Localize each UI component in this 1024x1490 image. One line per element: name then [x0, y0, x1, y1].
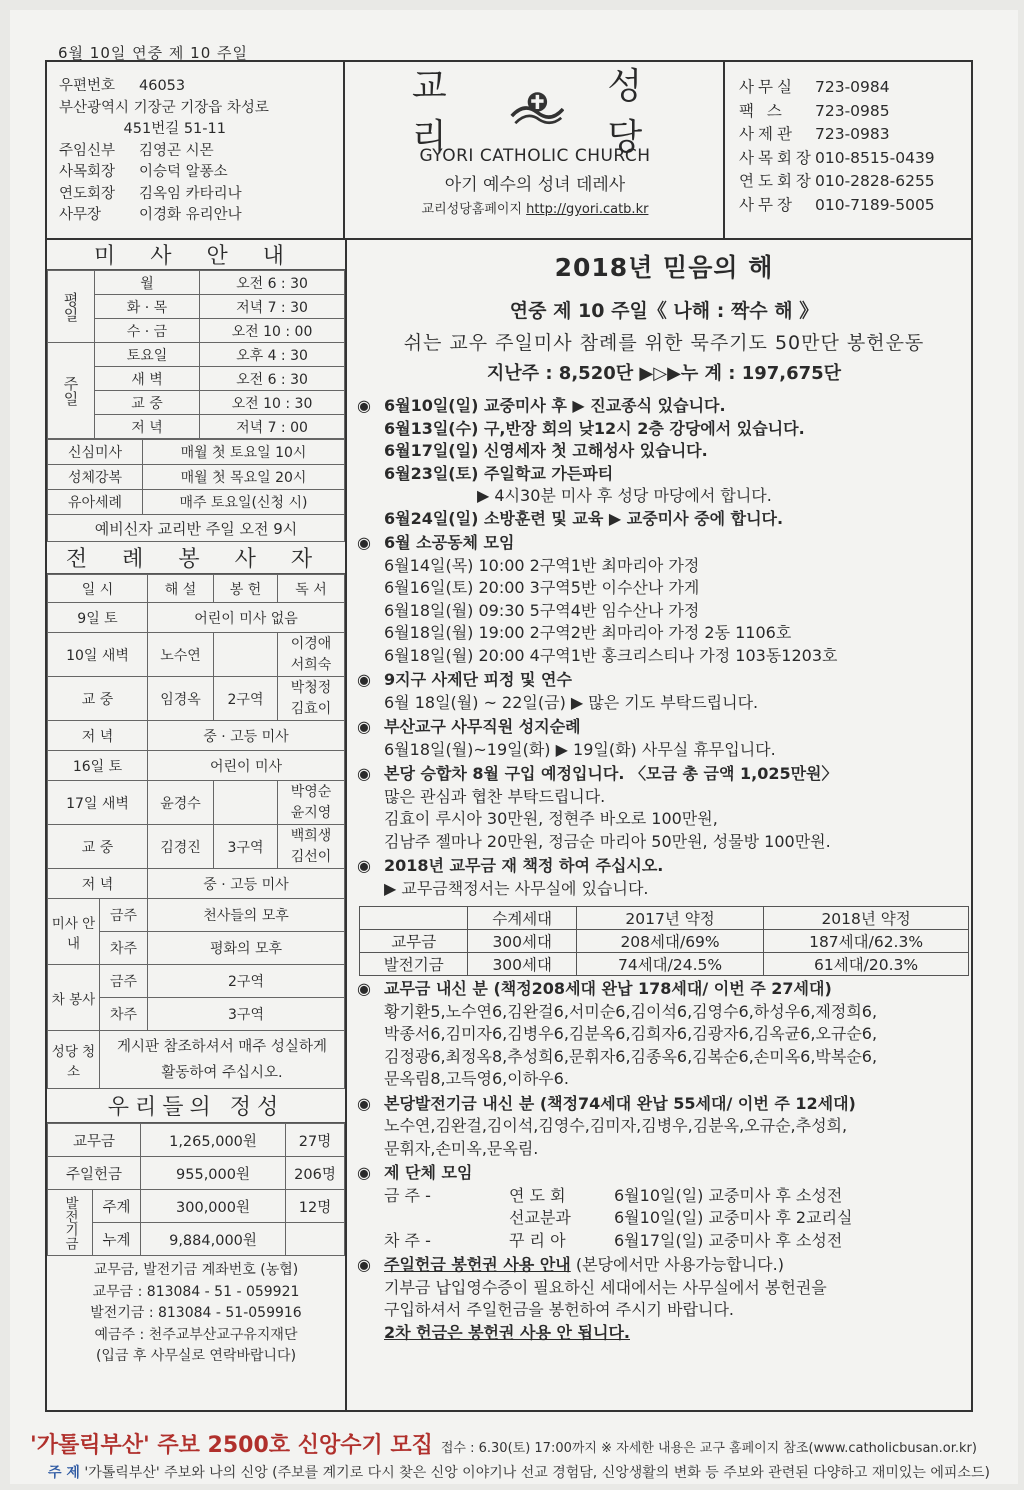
- dev-fund-amount: 300,000원: [141, 1190, 286, 1223]
- mass-guide-value: 평화의 모후: [148, 932, 345, 965]
- subject-label: 주 제: [48, 1465, 80, 1481]
- liturgy-commentator: 김경진: [148, 825, 214, 869]
- dev-fund-period: 누계: [93, 1223, 141, 1256]
- subject-text: '가톨릭부산' 주보와 나의 신앙 (주보를 계기로 다시 찾은 신앙 이야기나 선교 경험담, 신앙생활의 변화 등 주보와 관련된 다양하고 재미있는 에피소드): [84, 1465, 990, 1481]
- news-line: [357, 485, 971, 508]
- recruit-banner: [30, 1428, 977, 1459]
- mass-guide-label: 미사 안내: [48, 899, 100, 965]
- mass-time: 오전 10 : 30: [200, 391, 345, 415]
- mass-guide-week: 차주: [100, 932, 148, 965]
- info-row: [59, 141, 343, 163]
- envelope-line: 구입하셔서 주일헌금을 봉헌하여 주시기 바랍니다.: [384, 1300, 735, 1319]
- dev-fund-payers-title: [357, 1093, 971, 1116]
- liturgy-note: 어린이 미사 없음: [148, 603, 345, 633]
- van-purchase: [357, 763, 971, 853]
- reader-name: 백희생: [290, 827, 332, 844]
- dues-payers: [357, 978, 971, 1091]
- meeting-detail: 6월17일(일) 교중미사 후 소성전: [614, 1230, 843, 1250]
- envelope-last: 2차 헌금은 봉헌권 사용 안 됩니다.: [384, 1322, 630, 1342]
- account-line: 교무금, 발전기금 계좌번호 (농협): [93, 1262, 299, 1278]
- extra-label: 신심미사: [48, 440, 143, 465]
- contact-row: [739, 194, 971, 218]
- announcements: [357, 395, 971, 1344]
- bullet-icon: ◉: [357, 764, 371, 783]
- catechumen-class: 예비신자 교리반 주일 오전 9시: [48, 515, 345, 542]
- dues-notice-line: ▶ 교무금책정서는 사무실에 있습니다.: [384, 878, 649, 898]
- dues-header: 2017년 약정: [576, 907, 763, 930]
- bullet-icon: ◉: [357, 1093, 371, 1113]
- dues-header: 수계세대: [468, 907, 576, 930]
- contact-row: [739, 100, 971, 124]
- cleaning-text: 게시판 참조하셔서 매주 성실하게 활동하여 주십시오.: [100, 1031, 345, 1089]
- liturgy-readers: [278, 825, 345, 869]
- dues-payers-title: [357, 978, 971, 1001]
- liturgy-note: 중 · 고등 미사: [148, 721, 345, 751]
- van-purchase-line: 김남주 젤마나 20만원, 정금순 마리아 50만원, 성물방 100만원.: [384, 831, 831, 851]
- dues-cell: 교무금: [360, 930, 468, 953]
- tea-service-week: 차주: [100, 998, 148, 1031]
- mass-extra-table: [47, 439, 345, 542]
- reader-name: 김효이: [290, 700, 332, 717]
- meeting-week: 차 주 -: [384, 1230, 431, 1250]
- liturgy-offertory: 3구역: [214, 825, 278, 869]
- priest-retreat: [357, 669, 971, 714]
- meeting-detail: 6월10일(일) 교중미사 후 2교리실: [614, 1208, 853, 1227]
- meeting-week: [384, 1207, 509, 1230]
- cleaning-label: 성당 청소: [48, 1031, 100, 1089]
- liturgy-offertory: [214, 781, 278, 825]
- bullet-icon: ◉: [357, 717, 371, 736]
- liturgy-date: 17일 새벽: [48, 781, 148, 825]
- sunday-title: 연중 제 10 주일《 나해 : 짝수 해 》: [509, 300, 819, 322]
- small-community-line: 6월18일(월) 19:00 2구역2반 최마리아 가정 2동 1106호: [384, 623, 792, 642]
- liturgy-offertory: [214, 633, 278, 677]
- dev-fund-payers: [357, 1093, 971, 1161]
- contact-row: [739, 76, 971, 100]
- mass-group-label: 주일: [48, 343, 95, 439]
- account-line: 발전기금 : 813084 - 51-059916: [90, 1305, 302, 1321]
- account-line: 예금주 : 천주교부산교구유지재단: [94, 1326, 298, 1343]
- mass-time: 오전 6 : 30: [200, 367, 345, 391]
- liturgy-header: 봉 헌: [214, 575, 278, 603]
- extra-label: 유아세례: [48, 490, 143, 515]
- bullet-icon: ◉: [357, 1163, 371, 1182]
- tea-service-week: 금주: [100, 965, 148, 998]
- small-community: [357, 532, 971, 667]
- info-value: 김영곤 시몬: [139, 142, 214, 159]
- reader-name: 윤지영: [290, 804, 332, 821]
- dev-fund-payers-line: 문휘자,손미옥,문옥림.: [384, 1138, 539, 1158]
- pilgrimage-title: [357, 716, 971, 739]
- extra-value: 매월 첫 토요일 10시: [143, 440, 345, 465]
- church-name-first: 교 리: [411, 66, 467, 158]
- mass-day: 새 벽: [95, 367, 200, 391]
- mass-time: 저녁 7 : 30: [200, 295, 345, 319]
- mass-time: 저녁 7 : 00: [200, 415, 345, 439]
- info-value: 이승덕 알퐁소: [139, 164, 228, 180]
- van-purchase-title: [357, 763, 971, 786]
- info-row: [59, 98, 343, 120]
- news-text: ▶ 4시30분 미사 후 성당 마당에서 합니다.: [477, 486, 772, 505]
- contact-numbers: [723, 62, 971, 238]
- tea-service-label: 차 봉사: [48, 965, 100, 1031]
- info-row: [59, 205, 343, 227]
- dues-cell: 187세대/62.3%: [764, 930, 969, 953]
- dues-header: [360, 907, 468, 930]
- priest-retreat-heading: 9지구 사제단 피정 및 연수: [384, 670, 572, 689]
- mass-guide-value: 천사들의 모후: [148, 899, 345, 932]
- priest-retreat-title: [357, 669, 971, 692]
- van-purchase-heading: 본당 승합차 8월 구입 예정입니다. 〈모금 총 금액 1,025만원〉: [384, 764, 838, 783]
- dues-cell: 300세대: [468, 930, 576, 953]
- liturgy-date: 9일 토: [48, 603, 148, 633]
- info-value: 부산광역시 기장군 기장읍 차성로: [59, 99, 269, 116]
- mass-time: 오후 4 : 30: [200, 343, 345, 367]
- news-line: [357, 508, 971, 531]
- news-line: [357, 440, 971, 463]
- envelope-note: (본당에서만 사용가능합니다.): [570, 1255, 784, 1274]
- group-meetings-title: [357, 1162, 971, 1185]
- mass-day: 수 · 금: [95, 319, 200, 343]
- mass-schedule-title: 미 사 안 내: [47, 240, 345, 270]
- homepage-line: [347, 198, 723, 217]
- dev-fund-payers-heading: 본당발전기금 내신 분 (책정74세대 완납 55세대/ 이번 주 12세대): [384, 1093, 856, 1113]
- dues-cell: 300세대: [468, 953, 576, 976]
- info-row: [59, 76, 343, 98]
- tea-service-value: 3구역: [148, 998, 345, 1031]
- dues-payers-line: 문옥림8,고득영6,이하우6.: [384, 1069, 569, 1088]
- dev-fund-label: 발전기금: [48, 1190, 93, 1256]
- news-line: [357, 463, 971, 486]
- dues-cell: 발전기금: [360, 953, 468, 976]
- liturgy-readers: [278, 781, 345, 825]
- info-label: 사무장: [59, 207, 102, 223]
- info-value: 김옥임 카타리나: [139, 185, 242, 202]
- liturgy-header: 일 시: [48, 575, 148, 603]
- contact-row: [739, 147, 971, 171]
- pilgrimage-heading: 부산교구 사무직원 성지순례: [384, 717, 581, 736]
- group-meetings: [357, 1162, 971, 1252]
- mass-time: 오전 10 : 00: [200, 319, 345, 343]
- extra-value: 매월 첫 목요일 20시: [143, 465, 345, 490]
- left-column: [47, 240, 345, 1410]
- mass-day: 저 녁: [95, 415, 200, 439]
- pilgrimage: [357, 716, 971, 761]
- mass-day: 화 · 목: [95, 295, 200, 319]
- liturgy-header: 독 서: [278, 575, 345, 603]
- liturgy-date: 교 중: [48, 825, 148, 869]
- liturgy-header: 해 설: [148, 575, 214, 603]
- dev-fund-period: 주계: [93, 1190, 141, 1223]
- extra-label: 성체강복: [48, 465, 143, 490]
- contact-number: 723-0983: [815, 125, 890, 143]
- offering-count: 27명: [286, 1124, 345, 1157]
- info-label: 주임신부: [59, 142, 116, 159]
- contact-number: 010-7189-5005: [815, 195, 935, 214]
- dues-notice: [357, 855, 971, 900]
- offering-amount: 1,265,000원: [141, 1124, 286, 1157]
- rosary-count: 지난주 : 8,520단 ▶▷▶누 계 : 197,675단: [486, 363, 842, 384]
- right-column: [347, 240, 971, 1410]
- contact-row: [739, 123, 971, 147]
- envelope-notice: [357, 1254, 971, 1344]
- info-value: 46053: [139, 78, 186, 94]
- dev-fund-count: [286, 1223, 345, 1256]
- info-row: [59, 184, 343, 206]
- church-masthead: [347, 62, 723, 238]
- news-line: [357, 418, 971, 441]
- liturgy-date: 저 녁: [48, 721, 148, 751]
- bullet-icon: ◉: [357, 670, 371, 689]
- dues-payers-line: 박종서6,김미자6,김병우6,김분옥6,김희자6,김광자6,김옥균6,오규순6,: [384, 1024, 878, 1043]
- offering-amount: 955,000원: [141, 1157, 286, 1190]
- news-text: 6월10일(일) 교중미사 후 ▶ 진교종식 있습니다.: [384, 396, 726, 415]
- offering-label: 주일헌금: [48, 1157, 141, 1190]
- liturgy-commentator: 윤경수: [148, 781, 214, 825]
- small-community-heading: 6월 소공동체 모임: [384, 533, 515, 552]
- meeting-row: [357, 1185, 971, 1208]
- envelope-line: 기부금 납입영수증이 필요하신 세대에서는 사무실에서 봉헌권을: [384, 1277, 827, 1297]
- liturgy-readers: [278, 677, 345, 721]
- contact-label: 팩 스: [739, 101, 786, 120]
- contact-label: 사제관: [739, 125, 796, 143]
- news-text: 6월24일(일) 소방훈련 및 교육 ▶ 교중미사 중에 합니다.: [384, 508, 784, 528]
- dues-notice-title: [357, 855, 971, 878]
- offering-label: 교무금: [48, 1124, 141, 1157]
- small-community-line: 6월16일(토) 20:00 3구역5반 이수산나 가게: [384, 578, 700, 597]
- priest-retreat-line: 6월 18일(월) ~ 22일(금) ▶ 많은 기도 부탁드립니다.: [384, 692, 759, 712]
- small-community-line: 6월18일(월) 20:00 4구역1반 홍크리스티나 가정 103동1203호: [384, 645, 838, 665]
- info-label: 연도회장: [59, 185, 116, 202]
- news-line: [357, 395, 971, 418]
- liturgy-offertory: 2구역: [214, 677, 278, 721]
- news-text: 6월23일(토) 주일학교 가든파티: [384, 463, 614, 483]
- meeting-group: 꾸 리 아: [509, 1230, 566, 1250]
- year-theme: 2018년 믿음의 해: [554, 253, 774, 282]
- contact-number: 010-8515-0439: [815, 148, 935, 167]
- contact-row: [739, 170, 971, 194]
- homepage-link[interactable]: http://gyori.catb.kr: [526, 202, 649, 217]
- recruit-note: 접수 : 6.30(토) 17:00까지 ※ 자세한 내용은 교구 홈페이지 참조(www.catholicbusan.or.kr): [440, 1441, 977, 1456]
- offering-title: 우리들의 정성: [47, 1089, 345, 1123]
- small-community-title: [357, 532, 971, 555]
- homepage-label: 교리성당홈페이지: [421, 202, 527, 217]
- small-community-line: 6월18일(월) 09:30 5구역4반 임수산나 가정: [384, 600, 700, 620]
- liturgy-commentator: 임경옥: [148, 677, 214, 721]
- liturgy-date: 저 녁: [48, 869, 148, 899]
- dev-fund-amount: 9,884,000원: [141, 1223, 286, 1256]
- meeting-detail: 6월10일(일) 교중미사 후 소성전: [614, 1185, 843, 1205]
- contact-label: 연도회장: [739, 172, 815, 190]
- contact-number: 723-0985: [815, 101, 890, 120]
- pilgrimage-line: 6월18일(월)~19일(화) ▶ 19일(화) 사무실 휴무입니다.: [384, 739, 776, 759]
- news-text: 6월17일(일) 신영세자 첫 고해성사 있습니다.: [384, 441, 708, 460]
- issue-date: 6월 10일 연중 제 10 주일: [58, 44, 248, 62]
- extra-value: 매주 토요일(신청 시): [143, 490, 345, 515]
- liturgy-date: 16일 토: [48, 751, 148, 781]
- dues-table: [359, 906, 969, 976]
- bullet-icon: ◉: [357, 979, 371, 998]
- mass-day: 교 중: [95, 391, 200, 415]
- account-info: [47, 1256, 345, 1368]
- dev-fund-payers-line: 노수연,김완걸,김이석,김영수,김미자,김병우,김분옥,오규순,추성희,: [384, 1116, 848, 1135]
- liturgy-date: 10일 새벽: [48, 633, 148, 677]
- contact-number: 010-2828-6255: [815, 172, 935, 190]
- church-english-name: GYORI CATHOLIC CHURCH: [419, 146, 651, 166]
- meeting-group: 선교분과: [509, 1208, 571, 1227]
- liturgy-commentator: 노수연: [148, 633, 214, 677]
- info-label: 사목회장: [59, 164, 116, 180]
- info-row: [59, 162, 343, 184]
- dues-header: 2018년 약정: [764, 907, 969, 930]
- liturgy-date: 교 중: [48, 677, 148, 721]
- contact-label: 사무장: [739, 195, 796, 214]
- liturgy-note: 어린이 미사: [148, 751, 345, 781]
- reader-name: 서희숙: [290, 656, 332, 673]
- van-purchase-line: 김효이 루시아 30만원, 정현주 바오로 100만원,: [384, 809, 718, 828]
- offering-count: 206명: [286, 1157, 345, 1190]
- church-name-second: 성 당: [607, 66, 663, 158]
- envelope-title: [357, 1254, 971, 1277]
- dues-cell: 61세대/20.3%: [764, 953, 969, 976]
- liturgy-title: 전 례 봉 사 자: [47, 542, 345, 574]
- bullet-icon: ◉: [357, 396, 371, 415]
- tea-service-value: 2구역: [148, 965, 345, 998]
- van-purchase-line: 많은 관심과 협찬 부탁드립니다.: [384, 786, 606, 806]
- rosary-campaign: 쉬는 교우 주일미사 참례를 위한 묵주기도 50만단 봉헌운동: [403, 332, 925, 354]
- dues-payers-line: 김정광6,최정옥8,추성희6,문휘자6,김종옥6,김복순6,손미옥6,박복순6,: [384, 1046, 878, 1066]
- mass-group-label: 평일: [48, 271, 95, 343]
- mass-day: 토요일: [95, 343, 200, 367]
- parish-info: [47, 62, 345, 238]
- dev-fund-count: 12명: [286, 1190, 345, 1223]
- bullet-icon: ◉: [357, 533, 371, 552]
- mass-day: 월: [95, 271, 200, 295]
- account-line: 교무금 : 813084 - 51 - 059921: [92, 1283, 300, 1300]
- recruit-subject: [48, 1462, 990, 1482]
- offering-table: [47, 1123, 345, 1256]
- bullet-icon: ◉: [357, 1255, 371, 1274]
- cross-wave-icon: [510, 87, 565, 131]
- mass-schedule-table: [47, 270, 345, 439]
- dues-cell: 208세대/69%: [576, 930, 763, 953]
- dues-notice-heading: 2018년 교무금 재 책정 하여 주십시오.: [384, 856, 664, 875]
- account-line: (입금 후 사무실로 연락바랍니다): [95, 1348, 297, 1364]
- meeting-row: [357, 1207, 971, 1230]
- liturgy-readers: [278, 633, 345, 677]
- info-label: 우편번호: [59, 78, 116, 94]
- dues-payers-heading: 교무금 내신 분 (책정208세대 완납 178세대/ 이번 주 27세대): [384, 979, 832, 998]
- contact-label: 사목회장: [739, 148, 815, 167]
- group-meetings-heading: 제 단체 모임: [384, 1163, 473, 1182]
- envelope-heading: 주일헌금 봉헌권 사용 안내: [384, 1255, 571, 1274]
- contact-number: 723-0984: [815, 78, 890, 96]
- meeting-group: 연 도 회: [509, 1185, 566, 1205]
- reader-name: 이경애: [290, 635, 332, 652]
- contact-label: 사무실: [739, 78, 796, 96]
- news-list: [357, 395, 971, 530]
- news-text: 6월13일(수) 구,반장 회의 낮12시 2층 강당에서 있습니다.: [384, 418, 805, 438]
- dues-payers-line: 황기환5,노수연6,김완걸6,서미순6,김이석6,김영수6,하성우6,제정희6,: [384, 1001, 878, 1021]
- church-patron: 아기 예수의 성녀 데레사: [444, 175, 626, 195]
- meeting-week: 금 주 -: [384, 1185, 431, 1205]
- meeting-row: [357, 1230, 971, 1253]
- info-row: [59, 119, 343, 141]
- small-community-line: 6월14일(목) 10:00 2구역1반 최마리아 가정: [384, 555, 700, 575]
- mass-guide-week: 금주: [100, 899, 148, 932]
- reader-name: 박영순: [290, 783, 332, 800]
- info-value: 이경화 유리안나: [139, 207, 242, 223]
- reader-name: 박청정: [290, 679, 332, 696]
- recruit-headline: '가톨릭부산' 주보 2500호 신앙수기 모집: [30, 1433, 433, 1458]
- info-value: 451번길 51-11: [59, 121, 226, 137]
- liturgy-note: 중 · 고등 미사: [148, 869, 345, 899]
- dues-cell: 74세대/24.5%: [576, 953, 763, 976]
- reader-name: 김선이: [290, 848, 332, 865]
- mass-time: 오전 6 : 30: [200, 271, 345, 295]
- bullet-icon: ◉: [357, 856, 371, 875]
- liturgy-table: [47, 574, 345, 1089]
